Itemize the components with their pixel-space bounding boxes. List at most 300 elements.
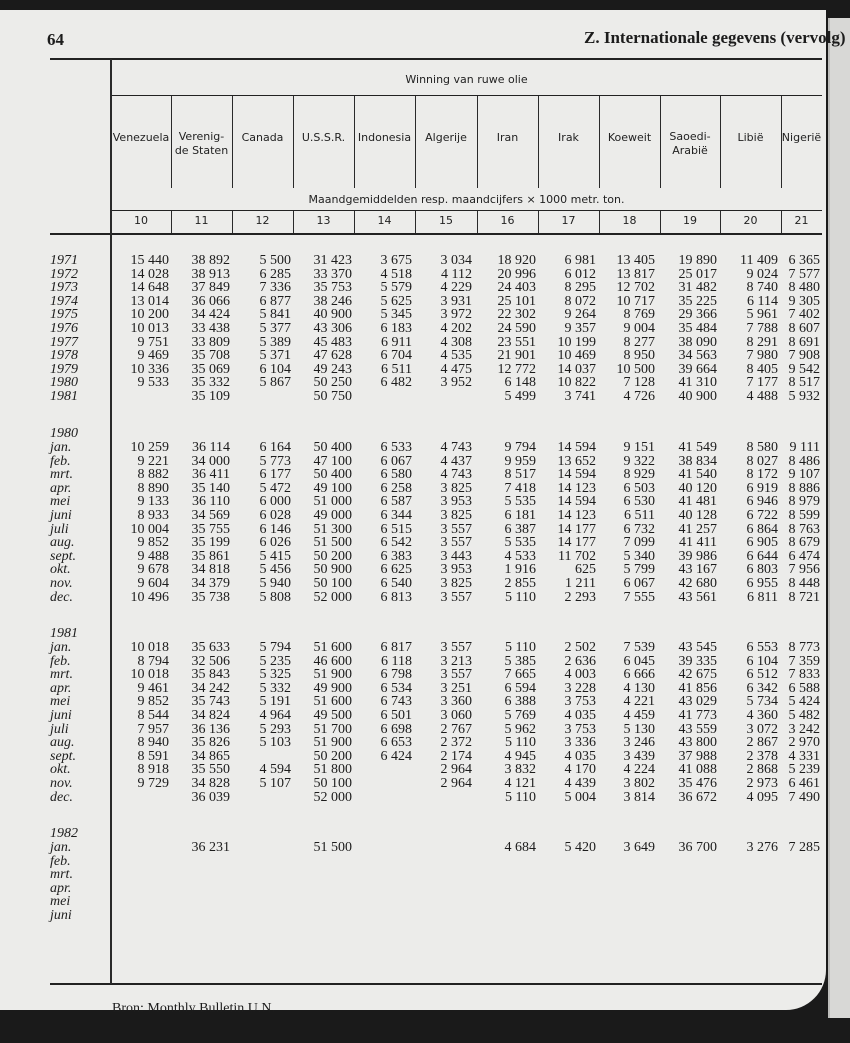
- table-cell: 6 919: [746, 480, 778, 496]
- column-header-label: Indonesia: [357, 131, 412, 144]
- table-cell: 9 305: [788, 293, 820, 309]
- column-header-label: Arabië: [672, 144, 708, 157]
- row-label: feb.: [50, 653, 71, 669]
- table-cell: 6 732: [623, 521, 655, 537]
- table-cell: 5 415: [259, 548, 291, 564]
- table-cell: 4 229: [440, 280, 472, 296]
- table-cell: 5 371: [259, 348, 291, 364]
- table-cell: 34 818: [191, 562, 230, 578]
- row-label: juni: [50, 908, 72, 923]
- table-cell: 35 484: [678, 321, 717, 336]
- table-cell: 8 027: [746, 453, 778, 469]
- table-cell: 9 357: [564, 321, 596, 336]
- table-cell: 10 199: [557, 334, 596, 350]
- table-cell: 35 826: [191, 735, 230, 751]
- table-cell: 7 665: [504, 667, 536, 683]
- table-cell: 7 908: [788, 348, 820, 364]
- table-cell: 7 177: [746, 375, 778, 391]
- column-header: [171, 130, 232, 158]
- table-cell: 6 542: [380, 535, 412, 551]
- column-number: 15: [439, 214, 453, 227]
- column-header: [599, 131, 660, 145]
- table-cell: 41 856: [678, 680, 717, 696]
- table-cell: 14 594: [557, 494, 596, 510]
- table-cell: 5 769: [504, 708, 536, 723]
- table-cell: 5 130: [623, 721, 655, 737]
- table-cell: 4 964: [259, 708, 291, 723]
- table-cell: 9 794: [504, 440, 536, 455]
- row-label: mrt.: [50, 667, 73, 683]
- table-cell: 5 734: [746, 694, 778, 710]
- table-cell: 9 151: [623, 440, 655, 455]
- table-cell: 5 579: [380, 280, 412, 296]
- table-cell: 24 590: [497, 321, 536, 336]
- table-cell: 2 964: [440, 762, 472, 778]
- table-cell: 31 423: [313, 253, 352, 268]
- table-cell: 5 325: [259, 667, 291, 683]
- column-header: [660, 130, 720, 158]
- row-label: jan.: [50, 440, 72, 455]
- table-cell: 5 867: [259, 375, 291, 391]
- table-cell: 7 418: [504, 480, 536, 496]
- row-label: apr.: [50, 880, 72, 896]
- table-cell: 5 482: [788, 708, 820, 723]
- table-cell: 41 773: [678, 708, 717, 723]
- row-label: juli: [50, 521, 69, 537]
- table-cell: 6 511: [381, 361, 412, 377]
- table-cell: 6 183: [380, 321, 412, 336]
- table-cell: 47 628: [313, 348, 352, 364]
- table-cell: 5 535: [504, 494, 536, 510]
- table-cell: 6 388: [504, 694, 536, 710]
- table-cell: 51 000: [313, 494, 352, 510]
- table-cell: 3 557: [440, 640, 472, 655]
- row-label: mei: [50, 694, 71, 710]
- table-cell: 6 955: [746, 576, 778, 591]
- table-cell: 6 461: [788, 776, 820, 791]
- table-cell: 13 014: [130, 293, 169, 309]
- table-cell: 10 018: [130, 667, 169, 683]
- table-cell: 9 959: [504, 453, 536, 469]
- table-cell: 35 843: [191, 667, 230, 683]
- table-cell: 3 972: [440, 307, 472, 323]
- table-cell: 6 803: [746, 562, 778, 578]
- table-cell: 3 825: [440, 508, 472, 523]
- table-cell: 7 285: [788, 840, 820, 855]
- table-cell: 6 285: [259, 266, 291, 282]
- table-cell: 34 824: [191, 708, 230, 723]
- table-cell: 6 344: [380, 508, 412, 523]
- top-rule: [50, 58, 822, 60]
- table-cell: 6 594: [504, 680, 536, 696]
- column-number: 18: [622, 214, 637, 227]
- table-cell: 8 794: [137, 653, 169, 669]
- table-cell: 8 691: [788, 334, 820, 350]
- table-cell: 14 177: [557, 535, 596, 551]
- column-header: [111, 131, 171, 145]
- table-cell: 35 140: [191, 480, 230, 496]
- table-cell: 50 400: [313, 440, 352, 455]
- row-label: mrt.: [50, 867, 73, 883]
- table-cell: 12 772: [497, 361, 536, 377]
- table-cell: 5 239: [788, 762, 820, 778]
- table-cell: 50 100: [313, 776, 352, 791]
- table-cell: 7 956: [788, 562, 820, 578]
- table-cell: 2 174: [440, 748, 472, 764]
- table-cell: 5 110: [505, 589, 536, 605]
- table-cell: 2 378: [746, 748, 778, 764]
- table-cell: 6 387: [504, 521, 536, 537]
- table-cell: 14 028: [130, 266, 169, 282]
- table-bottom-rule: [50, 983, 822, 985]
- table-cell: 8 580: [746, 440, 778, 455]
- table-cell: 6 580: [380, 467, 412, 483]
- column-number: 13: [316, 214, 331, 227]
- table-cell: 8 607: [788, 321, 820, 336]
- table-cell: 40 900: [678, 389, 717, 404]
- table-cell: 3 060: [440, 708, 472, 723]
- table-cell: 34 569: [191, 508, 230, 523]
- table-cell: 10 200: [130, 307, 169, 323]
- table-cell: 8 773: [788, 640, 820, 655]
- table-cell: 33 438: [191, 321, 230, 336]
- table-cell: 6 743: [380, 694, 412, 710]
- table-cell: 8 517: [788, 375, 820, 391]
- unit-note: Maandgemiddelden resp. maandcijfers × 1000 metr. ton.: [308, 193, 625, 206]
- table-cell: 8 933: [137, 508, 169, 523]
- table-cell: 35 708: [191, 348, 230, 364]
- table-cell: 14 594: [557, 467, 596, 483]
- table-cell: 2 973: [746, 776, 778, 791]
- table-cell: 14 123: [557, 508, 596, 523]
- table-cell: 6 104: [259, 361, 291, 377]
- table-cell: 8 882: [137, 467, 169, 483]
- table-cell: 6 512: [746, 667, 778, 683]
- table-cell: 41 310: [678, 375, 717, 391]
- table-cell: 12 702: [616, 280, 655, 296]
- header-bottom-rule: [50, 233, 822, 235]
- row-label: aug.: [50, 535, 75, 551]
- table-cell: 2 372: [440, 735, 472, 751]
- table-cell: 10 018: [130, 640, 169, 655]
- row-label: 1978: [50, 348, 78, 364]
- row-label: okt.: [50, 562, 71, 578]
- table-cell: 8 517: [504, 467, 536, 483]
- table-cell: 51 300: [313, 521, 352, 537]
- table-cell: 5 345: [380, 307, 412, 323]
- table-cell: 2 964: [440, 776, 472, 791]
- table-cell: 51 600: [313, 640, 352, 655]
- table-cell: 625: [575, 562, 596, 578]
- column-header: [293, 131, 354, 145]
- table-cell: 36 672: [678, 789, 717, 805]
- table-cell: 35 332: [191, 375, 230, 391]
- table-cell: 36 039: [191, 789, 230, 805]
- table-cell: 5 235: [259, 653, 291, 669]
- table-cell: 5 799: [623, 562, 655, 578]
- table-cell: 3 952: [440, 375, 472, 391]
- table-cell: 6 533: [380, 440, 412, 455]
- table-cell: 50 200: [313, 748, 352, 764]
- table-cell: 43 306: [313, 321, 352, 336]
- table-cell: 32 506: [191, 653, 230, 669]
- table-cell: 4 221: [623, 694, 655, 710]
- table-cell: 9 024: [746, 266, 778, 282]
- column-header-label: Iran: [496, 131, 519, 144]
- table-cell: 15 440: [130, 253, 169, 268]
- table-cell: 6 118: [381, 653, 412, 669]
- table-cell: 50 750: [313, 389, 352, 404]
- table-cell: 5 456: [259, 562, 291, 578]
- table-cell: 3 246: [623, 735, 655, 751]
- table-cell: 6 164: [259, 440, 291, 455]
- table-cell: 35 199: [191, 535, 230, 551]
- row-label: nov.: [50, 576, 73, 591]
- table-cell: 5 794: [259, 640, 291, 655]
- table-cell: 10 496: [130, 589, 169, 605]
- next-page-edge: [828, 18, 850, 1018]
- table-cell: 51 600: [313, 694, 352, 710]
- table-cell: 3 276: [746, 840, 778, 855]
- table-cell: 6 534: [380, 680, 412, 696]
- table-cell: 37 988: [678, 748, 717, 764]
- column-header-label: Saoedi-: [669, 130, 711, 143]
- table-cell: 6 666: [623, 667, 655, 683]
- table-cell: 2 502: [564, 640, 596, 655]
- table-cell: 5 004: [564, 789, 596, 805]
- table-cell: 18 920: [497, 253, 536, 268]
- row-label: mei: [50, 494, 71, 510]
- table-cell: 3 336: [564, 735, 596, 751]
- table-cell: 8 544: [137, 708, 169, 723]
- table-cell: 7 980: [746, 348, 778, 364]
- table-cell: 4 095: [746, 789, 778, 805]
- table-cell: 31 482: [678, 280, 717, 296]
- table-cell: 5 103: [259, 735, 291, 751]
- table-cell: 4 112: [441, 266, 472, 282]
- table-cell: 2 868: [746, 762, 778, 778]
- table-cell: 3 802: [623, 776, 655, 791]
- row-label: juli: [50, 721, 69, 737]
- table-cell: 4 594: [259, 762, 291, 778]
- table-cell: 9 852: [137, 694, 169, 710]
- table-cell: 10 004: [130, 521, 169, 537]
- table-cell: 8 405: [746, 361, 778, 377]
- column-header-label: U.S.S.R.: [301, 131, 346, 144]
- table-cell: 7 555: [623, 589, 655, 605]
- table-cell: 42 680: [678, 576, 717, 591]
- table-cell: 43 561: [678, 589, 717, 605]
- table-cell: 5 293: [259, 721, 291, 737]
- table-cell: 19 890: [678, 253, 717, 268]
- table-cell: 3 213: [440, 653, 472, 669]
- table-cell: 14 177: [557, 521, 596, 537]
- row-label: juni: [50, 708, 72, 723]
- table-cell: 49 243: [313, 361, 352, 377]
- table-cell: 36 066: [191, 293, 230, 309]
- table-cell: 4 308: [440, 334, 472, 350]
- table-cell: 8 277: [623, 334, 655, 350]
- table-cell: 23 551: [497, 334, 536, 350]
- table-cell: 5 808: [259, 589, 291, 605]
- table-cell: 51 500: [313, 840, 352, 855]
- table-cell: 4 360: [746, 708, 778, 723]
- table-cell: 6 698: [380, 721, 412, 737]
- table-cell: 9 221: [137, 453, 169, 469]
- table-cell: 51 700: [313, 721, 352, 737]
- table-cell: 9 322: [623, 453, 655, 469]
- row-label: dec.: [50, 789, 73, 805]
- row-label: jan.: [50, 640, 72, 655]
- row-label: 1979: [50, 361, 78, 377]
- table-cell: 6 424: [380, 748, 412, 764]
- table-cell: 4 945: [504, 748, 536, 764]
- table-cell: 8 950: [623, 348, 655, 364]
- table-cell: 35 069: [191, 361, 230, 377]
- table-cell: 14 648: [130, 280, 169, 296]
- table-cell: 8 295: [564, 280, 596, 296]
- table-cell: 41 411: [679, 535, 717, 551]
- table-cell: 6 000: [259, 494, 291, 510]
- table-cell: 3 439: [623, 748, 655, 764]
- table-cell: 43 800: [678, 735, 717, 751]
- column-header-label: Venezuela: [112, 131, 170, 144]
- table-cell: 8 172: [746, 467, 778, 483]
- table-cell: 8 072: [564, 293, 596, 309]
- table-cell: 38 246: [313, 293, 352, 309]
- table-cell: 7 490: [788, 789, 820, 805]
- table-cell: 25 101: [497, 293, 536, 309]
- table-cell: 33 370: [313, 266, 352, 282]
- table-cell: 3 251: [440, 680, 472, 696]
- table-cell: 35 109: [191, 389, 230, 404]
- table-cell: 4 170: [564, 762, 596, 778]
- column-number: 11: [194, 214, 209, 227]
- table-cell: 6 482: [380, 375, 412, 391]
- table-cell: 6 028: [259, 508, 291, 523]
- row-label: apr.: [50, 680, 72, 696]
- table-cell: 6 798: [380, 667, 412, 683]
- table-cell: 47 100: [313, 453, 352, 469]
- table-cell: 9 107: [788, 467, 820, 483]
- table-cell: 9 542: [788, 361, 820, 377]
- table-cell: 6 817: [380, 640, 412, 655]
- table-cell: 29 366: [678, 307, 717, 323]
- table-cell: 5 932: [788, 389, 820, 404]
- table-cell: 24 403: [497, 280, 536, 296]
- row-label: feb.: [50, 853, 71, 869]
- page-number: 64: [47, 30, 64, 49]
- table-cell: 36 411: [192, 467, 230, 483]
- table-cell: 6 587: [380, 494, 412, 510]
- table-cell: 50 900: [313, 562, 352, 578]
- table-cell: 3 034: [440, 253, 472, 268]
- table-cell: 6 146: [259, 521, 291, 537]
- table-cell: 3 557: [440, 589, 472, 605]
- table-cell: 3 832: [504, 762, 536, 778]
- table-cell: 6 981: [564, 253, 596, 268]
- table-cell: 10 259: [130, 440, 169, 455]
- table-cell: 51 500: [313, 535, 352, 551]
- table-cell: 3 228: [564, 680, 596, 696]
- table-cell: 36 700: [678, 840, 717, 855]
- table-cell: 8 890: [137, 480, 169, 496]
- row-label: dec.: [50, 589, 73, 605]
- table-cell: 5 110: [505, 789, 536, 805]
- table-cell: 6 540: [380, 576, 412, 591]
- table-cell: 7 099: [623, 535, 655, 551]
- table-cell: 43 167: [678, 562, 717, 578]
- table-cell: 4 535: [440, 348, 472, 364]
- table-cell: 13 652: [557, 453, 596, 469]
- table-cell: 8 918: [137, 762, 169, 778]
- table-cell: 5 500: [259, 253, 291, 268]
- table-cell: 9 488: [137, 548, 169, 564]
- table-cell: 6 503: [623, 480, 655, 496]
- table-cell: 5 499: [504, 389, 536, 404]
- table-cell: 5 535: [504, 535, 536, 551]
- table-cell: 2 855: [504, 576, 536, 591]
- table-cell: 49 000: [313, 508, 352, 523]
- table-cell: 7 402: [788, 307, 820, 323]
- table-cell: 51 900: [313, 735, 352, 751]
- table-cell: 10 822: [557, 375, 596, 391]
- table-cell: 5 107: [259, 776, 291, 791]
- column-number: 14: [377, 214, 392, 227]
- table-cell: 50 100: [313, 576, 352, 591]
- table-cell: 13 405: [616, 253, 655, 268]
- table-cell: 34 000: [191, 453, 230, 469]
- column-number: 12: [255, 214, 270, 227]
- table-cell: 4 003: [564, 667, 596, 683]
- column-header-label: Irak: [558, 131, 579, 144]
- table-cell: 52 000: [313, 789, 352, 805]
- table-cell: 49 900: [313, 680, 352, 696]
- table-cell: 8 448: [788, 576, 820, 591]
- table-cell: 10 469: [557, 348, 596, 364]
- table-cell: 8 679: [788, 535, 820, 551]
- table-cell: 14 123: [557, 480, 596, 496]
- table-cell: 5 773: [259, 453, 291, 469]
- column-header: [720, 131, 781, 145]
- table-cell: 4 439: [564, 776, 596, 791]
- table-cell: 6 383: [380, 548, 412, 564]
- table-cell: 5 940: [259, 576, 291, 591]
- table-cell: 43 029: [678, 694, 717, 710]
- table-cell: 5 110: [505, 735, 536, 751]
- table-cell: 2 970: [788, 735, 820, 751]
- row-label: jan.: [50, 840, 72, 855]
- row-label: nov.: [50, 776, 73, 791]
- table-cell: 51 800: [313, 762, 352, 778]
- table-cell: 9 004: [623, 321, 655, 336]
- row-label: 1972: [50, 266, 78, 282]
- table-cell: 1 916: [504, 562, 536, 578]
- table-cell: 3 741: [564, 389, 596, 404]
- table-cell: 9 751: [137, 334, 169, 350]
- table-cell: 8 740: [746, 280, 778, 296]
- table-cell: 45 483: [313, 334, 352, 350]
- table-cell: 41 481: [678, 494, 717, 510]
- table-cell: 35 738: [191, 589, 230, 605]
- table-cell: 38 913: [191, 266, 230, 282]
- table-cell: 5 191: [259, 694, 291, 710]
- table-cell: 3 953: [440, 562, 472, 578]
- table-cell: 2 636: [564, 653, 596, 669]
- table-cell: 25 017: [678, 266, 717, 282]
- table-cell: 4 035: [564, 748, 596, 764]
- table-cell: 1 211: [565, 576, 596, 591]
